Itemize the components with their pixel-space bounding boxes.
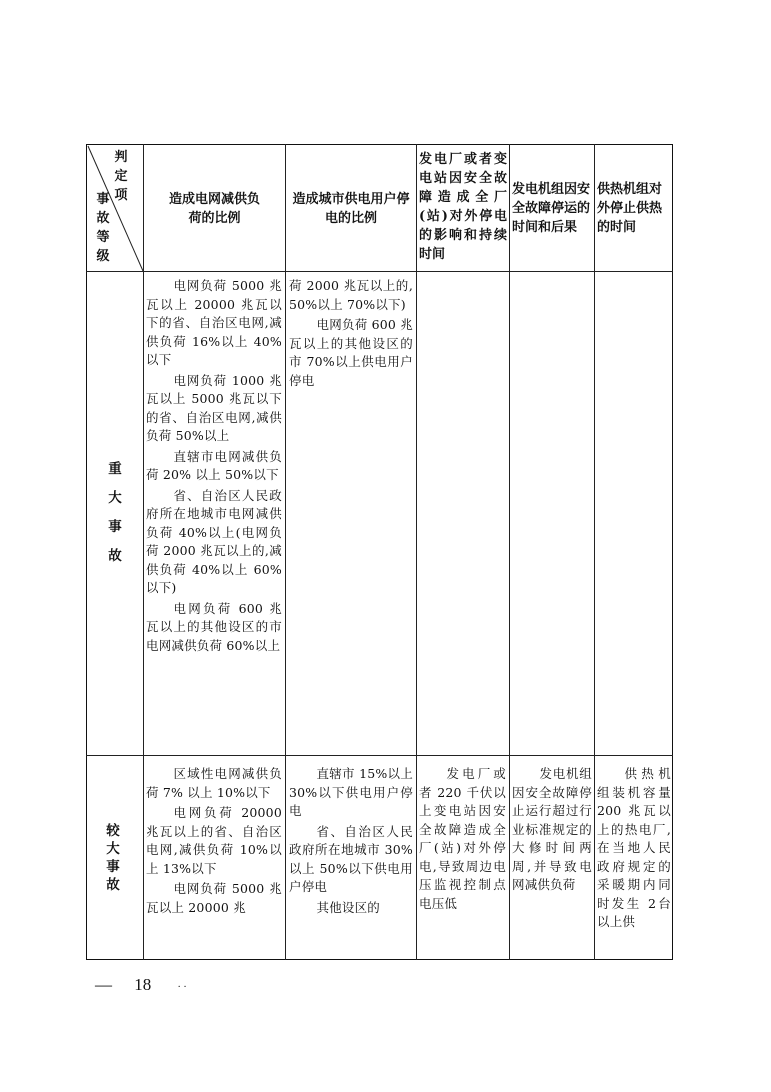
corner-char: 定 bbox=[114, 169, 128, 184]
page-footer bbox=[95, 975, 187, 995]
clause: 电网负荷 600 兆瓦以上的其他设区的市电网减供负荷 60%以上 bbox=[146, 600, 282, 653]
clause: 电网负荷 1000 兆瓦以上 5000 兆瓦以下的省、自治区电网,减供负荷 50%以上 bbox=[146, 372, 282, 443]
corner-char: 等 bbox=[96, 230, 110, 245]
major-user-outage-cell bbox=[289, 277, 413, 390]
corner-label-level bbox=[94, 190, 112, 266]
clause: 发电厂或者 220 千伏以上变电站因安全故障造成全厂(站)对外停电,导致周边电压监视控制点电压低 bbox=[419, 766, 506, 911]
header-heating-stop: 供热机组对外停止供热的时间 bbox=[597, 182, 663, 235]
footer-dots: · · bbox=[177, 982, 187, 993]
corner-char: 故 bbox=[96, 211, 110, 226]
corner-char: 事 bbox=[96, 192, 110, 207]
large-plant-outage-cell bbox=[419, 765, 506, 913]
header-generator-outage: 发电机组因安全故障停运的时间和后果 bbox=[512, 182, 591, 235]
large-generator-outage-cell bbox=[512, 765, 592, 895]
large-load-reduction-cell bbox=[146, 765, 282, 917]
major-load-reduction-cell bbox=[146, 277, 282, 655]
page-number: 18 bbox=[134, 975, 152, 994]
large-user-outage-cell bbox=[289, 765, 413, 917]
clause: 省、自治区人民政府所在地城市 30%以上 50%以下供电用户停电 bbox=[289, 823, 413, 894]
clause: 其他设区的 bbox=[316, 899, 381, 915]
level-major-accident: 重 大 事 故 bbox=[108, 461, 122, 564]
clause: 电网负荷 5000 兆瓦以上 20000 兆瓦以下的省、自治区电网,减供负荷 16%以上 40%以下 bbox=[146, 278, 282, 367]
corner-char: 级 bbox=[96, 249, 110, 264]
footer-dash: — bbox=[95, 975, 112, 994]
clause: 区域性电网减供负荷 7% 以上 10%以下 bbox=[146, 766, 282, 800]
header-load-reduction: 造成电网减供负荷的比例 bbox=[168, 191, 260, 226]
clause: 省、自治区人民政府所在地城市电网减供负荷 40%以上(电网负荷 2000 兆瓦以上的,减供负荷 40%以上 60%以下) bbox=[146, 487, 282, 595]
corner-label-criteria bbox=[112, 148, 130, 205]
clause: 发电机组因安全故障停止运行超过行业标准规定的大修时间两周,并导致电网减供负荷 bbox=[512, 766, 592, 892]
header-user-outage: 造成城市供电用户停电的比例 bbox=[292, 191, 410, 226]
clause: 直辖市 15%以上 30%以下供电用户停电 bbox=[289, 766, 413, 818]
clause: 电网负荷 20000 兆瓦以上的省、自治区电网,减供负荷 10%以上 13%以下 bbox=[146, 805, 282, 876]
clause: 供热机组装机容量 200 兆瓦以上的热电厂,在当地人民政府规定的采暖期内同时发生 2台以上供 bbox=[597, 766, 671, 929]
corner-char: 判 bbox=[114, 150, 128, 165]
clause: 电网负荷 600 兆瓦以上的其他设区的市 70%以上供电用户停电 bbox=[289, 317, 413, 388]
clause: 荷 2000 兆瓦以上的,50%以上 70%以下) bbox=[289, 278, 413, 312]
large-heating-stop-cell bbox=[597, 765, 671, 932]
corner-char: 项 bbox=[114, 188, 128, 203]
clause: 电网负荷 5000 兆瓦以上 20000 兆 bbox=[146, 881, 282, 915]
clause: 直辖市电网减供负荷 20% 以上 50%以下 bbox=[146, 448, 282, 482]
header-plant-outage: 发电厂或者变电站因安全故障造成全厂(站)对外停电的影响和持续时间 bbox=[419, 152, 507, 262]
level-large-accident: 较 大 事 故 bbox=[106, 823, 120, 893]
